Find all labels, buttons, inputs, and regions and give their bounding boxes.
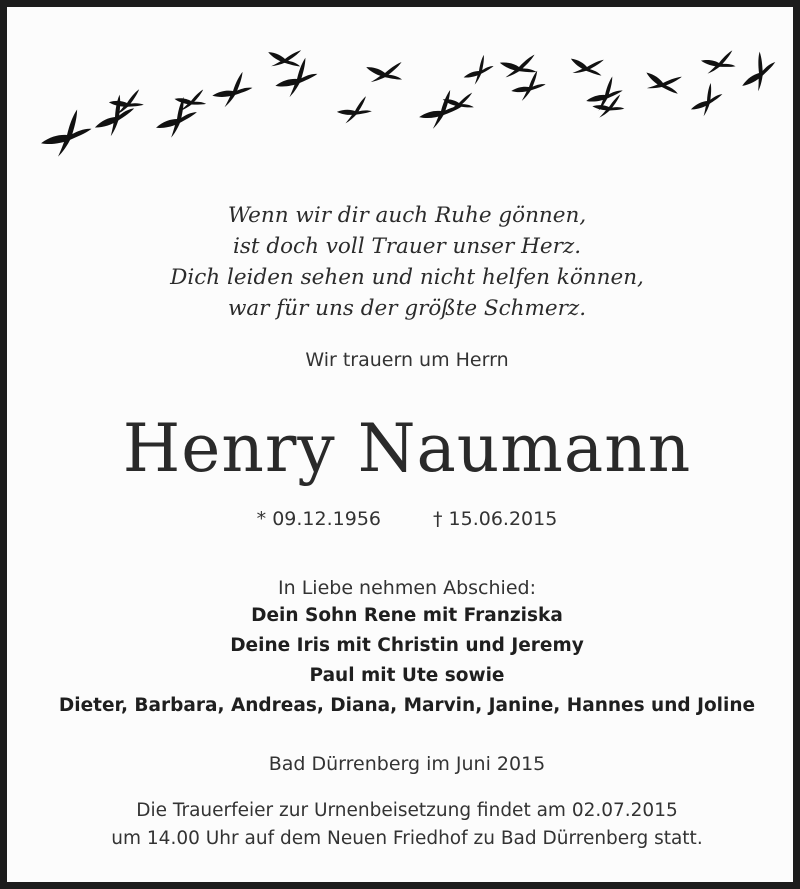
flying-birds-illustration xyxy=(7,7,800,177)
service-line: Die Trauerfeier zur Urnenbeisetzung findet am 02.07.2015 xyxy=(136,800,678,821)
poem-line: war für uns der größte Schmerz. xyxy=(227,296,587,321)
mourner-line: Dein Sohn Rene mit Franziska xyxy=(251,605,563,626)
life-dates xyxy=(7,506,800,532)
poem-line: Wenn wir dir auch Ruhe gönnen, xyxy=(227,203,587,228)
birth-date: * 09.12.1956 xyxy=(256,508,381,530)
mourner-line: Paul mit Ute sowie xyxy=(309,665,505,686)
intro-text: Wir trauern um Herrn xyxy=(305,349,509,371)
bird-flock xyxy=(36,36,783,159)
mourners-list xyxy=(7,601,800,721)
mourner-line: Deine Iris mit Christin und Jeremy xyxy=(230,635,584,656)
mourner-line: Dieter, Barbara, Andreas, Diana, Marvin, Janine, Hannes und Joline xyxy=(58,695,756,716)
place-date: Bad Dürrenberg im Juni 2015 xyxy=(268,753,546,775)
poem-line: Dich leiden sehen und nicht helfen können, xyxy=(170,265,644,290)
memorial-poem xyxy=(7,200,800,324)
service-line: um 14.00 Uhr auf dem Neuen Friedhof zu Bad Dürrenberg statt. xyxy=(111,828,703,849)
poem-line: ist doch voll Trauer unser Herz. xyxy=(232,234,582,259)
death-date: † 15.06.2015 xyxy=(433,508,558,530)
farewell-heading: In Liebe nehmen Abschied: xyxy=(278,577,536,599)
deceased-name: Henry Naumann xyxy=(122,410,692,487)
funeral-service-info xyxy=(7,797,800,853)
